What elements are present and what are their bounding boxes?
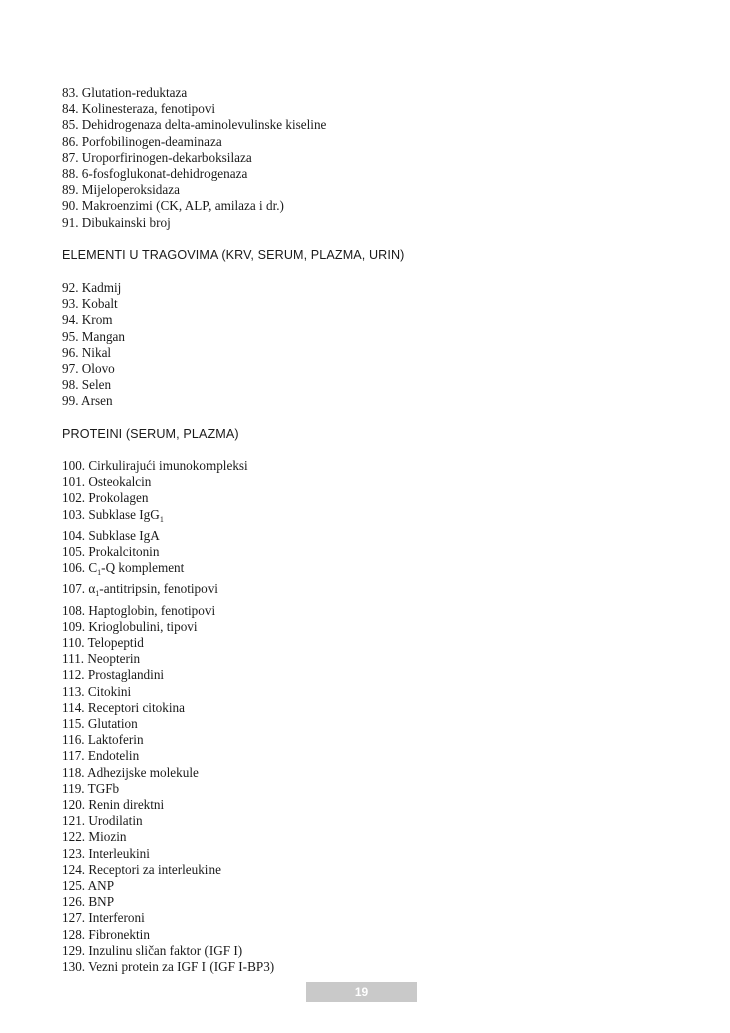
list-item: 121. Urodilatin	[62, 813, 143, 829]
list-item: 95. Mangan	[62, 328, 125, 344]
list-item: 108. Haptoglobin, fenotipovi	[62, 602, 216, 618]
list-item: 120. Renin direktni	[62, 797, 165, 813]
subscript: 1	[97, 568, 102, 578]
list-item: 92. Kadmij	[62, 280, 122, 295]
list-item: 99. Arsen	[62, 393, 113, 409]
list-item: 91. Dibukainski broj	[62, 214, 171, 230]
list-item: 94. Krom	[62, 312, 113, 328]
list-item: 117. Endotelin	[62, 748, 140, 764]
list-item: 119. TGFb	[62, 780, 120, 796]
list-item: 100. Cirkulirajući imunokompleksi	[62, 458, 248, 473]
list-item: 103. Subklase IgG$_1$	[62, 506, 164, 524]
list-item: 127. Interferoni	[62, 910, 145, 926]
list-item: 113. Citokini	[62, 683, 132, 699]
section-heading-trace-elements: ELEMENTI U TRAGOVIMA (KRV, SERUM, PLAZMA, URIN)	[62, 248, 405, 262]
list-item: 130. Vezni protein za IGF I (IGF I-BP3)	[62, 959, 275, 975]
list-item: 88. 6-fosfoglukonat-dehidrogenaza	[62, 166, 248, 182]
list-item: 102. Prokolagen	[62, 490, 149, 506]
list-item: 115. Glutation	[62, 716, 138, 732]
list-item: 114. Receptori citokina	[62, 699, 185, 715]
list-item: 116. Laktoferin	[62, 732, 144, 748]
list-item: 105. Prokalcitonin	[62, 544, 160, 560]
list-item: 109. Krioglobulini, tipovi	[62, 618, 198, 634]
list-item: 90. Makroenzimi (CK, ALP, amilaza i dr.)	[62, 198, 284, 214]
list-item: 111. Neopterin	[62, 651, 141, 667]
list-item: 118. Adhezijske molekule	[62, 764, 199, 780]
list-item: 93. Kobalt	[62, 296, 118, 312]
list-item: 101. Osteokalcin	[62, 474, 152, 490]
list-item: 129. Inzulinu sličan faktor (IGF I)	[62, 942, 243, 958]
list-item: 86. Porfobilinogen-deaminaza	[62, 133, 222, 149]
list-item: 123. Interleukini	[62, 845, 150, 861]
list-item: 122. Miozin	[62, 829, 127, 845]
list-item: 104. Subklase IgA	[62, 527, 160, 543]
list-item: 107. $\alpha_1$-antitripsin, fenotipovi	[62, 581, 218, 599]
list-item: 83. Glutation-reduktaza	[62, 85, 188, 100]
proteins-list	[62, 458, 274, 975]
list-item: 110. Telopeptid	[62, 635, 144, 651]
list-item: 96. Nikal	[62, 344, 112, 360]
list-item: 106. $C_1-Q$ komplement	[62, 560, 185, 578]
subscript: 1	[159, 514, 164, 524]
page-number: 19	[306, 982, 417, 1002]
list-item: 126. BNP	[62, 894, 115, 910]
list-item: 97. Olovo	[62, 361, 115, 377]
list-item: 125. ANP	[62, 878, 115, 894]
list-item: 85. Dehidrogenaza delta-aminolevulinske kiseline	[62, 117, 327, 133]
section-heading-proteins: PROTEINI (SERUM, PLAZMA)	[62, 427, 239, 441]
trace-elements-list	[62, 280, 125, 410]
list-item: 98. Selen	[62, 377, 112, 393]
list-item: 89. Mijeloperoksidaza	[62, 182, 180, 198]
list-item: 84. Kolinesteraza, fenotipovi	[62, 101, 216, 117]
list-item: 87. Uroporfirinogen-dekarboksilaza	[62, 149, 252, 165]
list-item: 128. Fibronektin	[62, 926, 150, 942]
subscript: 1	[95, 589, 100, 599]
list-item: 124. Receptori za interleukine	[62, 861, 221, 877]
enzyme-list	[62, 85, 326, 231]
list-item: 112. Prostaglandini	[62, 667, 165, 683]
